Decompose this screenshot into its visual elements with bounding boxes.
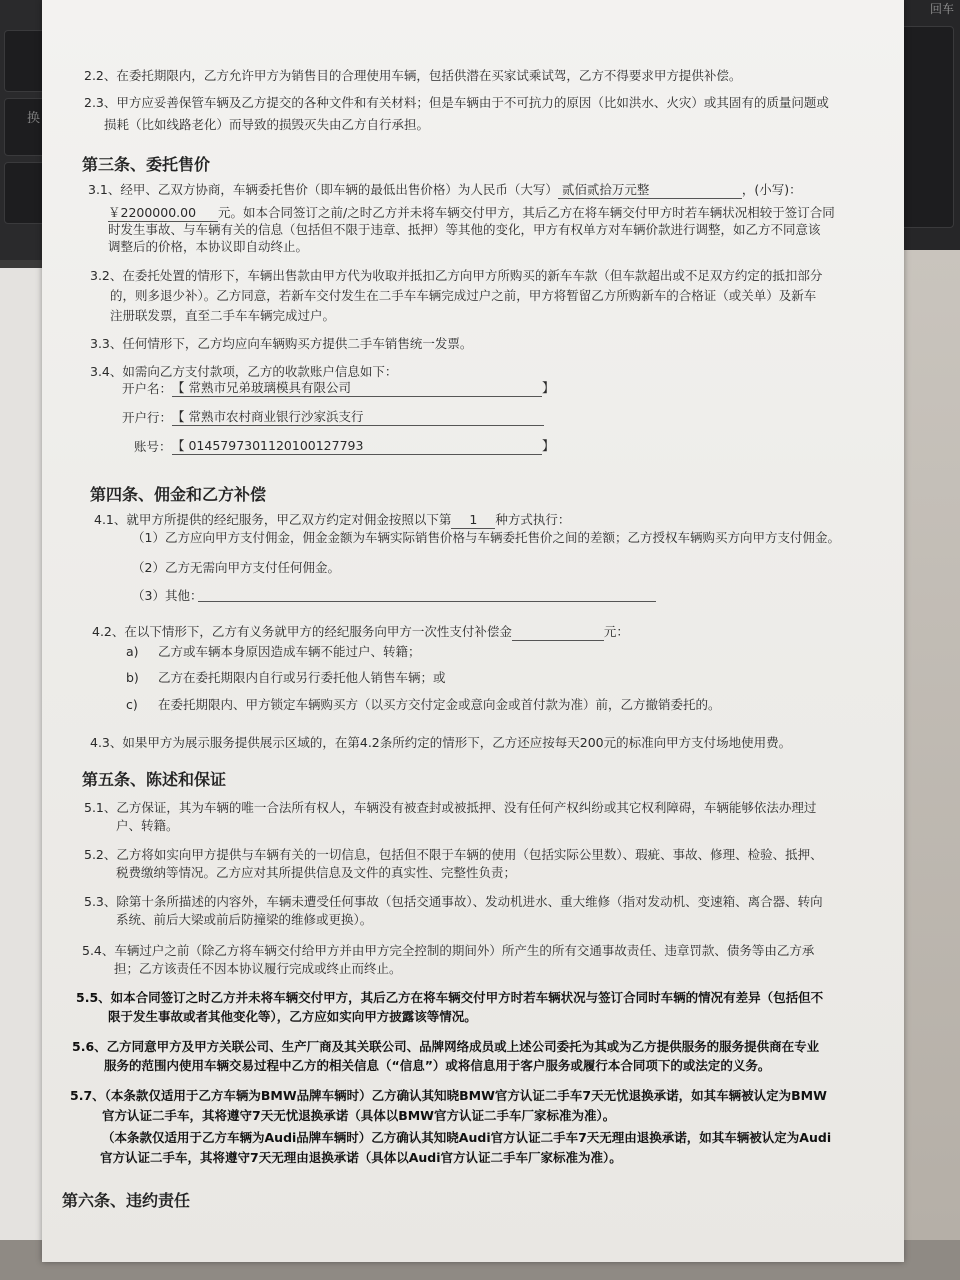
section-4-heading: 第四条、佣金和乙方补偿	[90, 485, 267, 504]
bracket-end: 】	[542, 438, 555, 453]
clause-4-2-c: 在委托期限内、甲方锁定车辆购买方（以买方交付定金或意向金或首付款为准）前，乙方撤销委托的。	[158, 697, 721, 712]
clause-3-1-line-1	[88, 182, 802, 199]
commission-option-1: （1）乙方应向甲方支付佣金，佣金金额为车辆实际销售价格与车辆委托售价之间的差额；乙方授权车辆购买方向甲方支付佣金。	[132, 530, 840, 545]
clause-3-1-line-2	[108, 205, 835, 222]
clause-4-2-c-mark: c)	[126, 697, 138, 712]
clause-5-6-line-1: 5.6、乙方同意甲方及甲方关联公司、生产厂商及其关联公司、品牌网络成员或上述公司委托为其或为乙方提供服务的服务提供商在专业	[72, 1039, 820, 1054]
account-number-field: 【 0145797301120100127793	[172, 438, 542, 455]
clause-5-5-line-1: 5.5、如本合同签订之时乙方并未将车辆交付甲方，其后乙方在将车辆交付甲方时若车辆状况与签订合同时车辆的情况有差异（包括但不	[76, 990, 824, 1005]
price-in-words-field: 贰佰贰拾万元整	[558, 182, 742, 199]
clause-4-2-a-mark: a)	[126, 644, 139, 659]
section-6-heading: 第六条、违约责任	[62, 1191, 191, 1210]
clause-4-3: 4.3、如果甲方为展示服务提供展示区域的，在第4.2条所约定的情形下，乙方还应按每天200元的标准向甲方支付场地使用费。	[90, 735, 792, 750]
section-3-heading: 第三条、委托售价	[82, 155, 211, 174]
clause-2-3-line-2: 损耗（比如线路老化）而导致的损毁灭失由乙方自行承担。	[104, 117, 430, 132]
clause-4-1-text-b: 种方式执行：	[495, 512, 571, 527]
clause-5-3-line-1: 5.3、除第十条所描述的内容外，车辆未遭受任何事故（包括交通事故）、发动机进水、重大维修（指对发动机、变速箱、离合器、转向	[84, 894, 823, 909]
clause-2-3-line-1: 2.3、甲方应妥善保管车辆及乙方提交的各种文件和有关材料；但是车辆由于不可抗力的原因（比如洪水、火灾）或其固有的质量问题或	[84, 95, 829, 110]
commission-option-field: 1	[451, 512, 495, 529]
clause-3-1-small-label: ，(小写)：	[741, 182, 802, 197]
clause-5-1-line-2: 户、转籍。	[116, 818, 179, 833]
clause-4-1-text: 4.1、就甲方所提供的经纪服务，甲乙双方约定对佣金按照以下第	[94, 512, 452, 527]
bracket-end: 】	[542, 380, 555, 395]
clause-4-1	[94, 512, 570, 529]
clause-3-1-line-4: 调整后的价格，本协议即自动终止。	[108, 239, 309, 254]
commission-other-field	[198, 588, 656, 602]
clause-3-4: 3.4、如需向乙方支付款项，乙方的收款账户信息如下：	[90, 364, 398, 379]
clause-3-1-text: 3.1、经甲、乙双方协商，车辆委托售价（即车辆的最低出售价格）为人民币（大写）	[88, 182, 558, 197]
bank-label: 开户行：	[122, 410, 173, 425]
clause-5-4-line-1: 5.4、车辆过户之前（除乙方将车辆交付给甲方并由甲方完全控制的期间外）所产生的所有交通事故责任、违章罚款、债务等由乙方承	[82, 943, 815, 958]
clause-4-2-a: 乙方或车辆本身原因造成车辆不能过户、转籍；	[158, 644, 421, 659]
clause-5-7-line-3: （本条款仅适用于乙方车辆为Audi品牌车辆时）乙方确认其知晓Audi官方认证二手车7天无理由退换承诺，如其车辆被认定为Audi	[102, 1130, 832, 1145]
clause-3-2-line-2: 的，则多退少补）。乙方同意，若新车交付发生在二手车车辆完成过户之前，甲方将暂留乙方所购新车的合格证（或关单）及新车	[110, 288, 817, 303]
commission-option-2: （2）乙方无需向甲方支付任何佣金。	[132, 560, 340, 575]
keyboard-key-label: 换	[27, 111, 41, 126]
clause-5-7-line-2: 官方认证二手车，其将遵守7天无忧退换承诺（具体以BMW官方认证二手车厂家标准为准）。	[102, 1108, 616, 1123]
clause-4-2-unit: 元：	[603, 624, 629, 639]
clause-3-1-line-3: 时发生事故、与车辆有关的信息（包括但不限于违章、抵押）等其他的变化，甲方有权单方对车辆价款进行调整，如乙方不同意该	[108, 222, 821, 237]
clause-5-2-line-1: 5.2、乙方将如实向甲方提供与车辆有关的一切信息，包括但不限于车辆的使用（包括实际公里数）、瑕疵、事故、修理、检验、抵押、	[84, 847, 823, 862]
clause-5-5-line-2: 限于发生事故或者其他变化等），乙方应如实向甲方披露该等情况。	[108, 1009, 477, 1024]
clause-5-7-line-1: 5.7、（本条款仅适用于乙方车辆为BMW品牌车辆时）乙方确认其知晓BMW官方认证二手车7天无忧退换承诺，如其车辆被认定为BMW	[70, 1088, 827, 1103]
contract-page	[42, 0, 904, 1262]
clause-4-2-b: 乙方在委托期限内自行或另行委托他人销售车辆；或	[158, 670, 446, 685]
clause-5-6-line-2: 服务的范围内使用车辆交易过程中乙方的相关信息（“信息”）或将信息用于客户服务或履行本合同项下的或法定的义务。	[104, 1058, 771, 1073]
clause-5-1-line-1: 5.1、乙方保证，其为车辆的唯一合法所有权人，车辆没有被查封或被抵押、没有任何产权纠纷或其它权利障碍，车辆能够依法办理过	[84, 800, 817, 815]
clause-4-2-text: 4.2、在以下情形下，乙方有义务就甲方的经纪服务向甲方一次性支付补偿金	[92, 624, 512, 639]
clause-4-2-b-mark: b)	[126, 670, 139, 685]
clause-5-4-line-2: 担；乙方该责任不因本协议履行完成或终止而终止。	[114, 961, 402, 976]
commission-option-3-label: （3）其他：	[132, 588, 203, 603]
account-name-field: 【 常熟市兄弟玻璃模具有限公司	[172, 380, 542, 397]
clause-3-2-line-3: 注册联发票，直至二手车车辆完成过户。	[110, 308, 336, 323]
keyboard-enter-label: 回车	[929, 2, 954, 16]
clause-3-2-line-1: 3.2、在委托处置的情形下，车辆出售款由甲方代为收取并抵扣乙方向甲方所购买的新车车款（但车款超出或不足双方约定的抵扣部分	[90, 268, 823, 283]
clause-5-3-line-2: 系统、前后大梁或前后防撞梁的维修或更换）。	[116, 912, 373, 927]
clause-3-1-text-b: 元。如本合同签订之前/之时乙方并未将车辆交付甲方，其后乙方在将车辆交付甲方时若车辆状况相较于签订合同	[218, 205, 835, 220]
account-name-label: 开户名：	[122, 381, 173, 396]
clause-5-2-line-2: 税费缴纳等情况。乙方应对其所提供信息及文件的真实性、完整性负责；	[116, 865, 517, 880]
clause-3-3: 3.3、任何情形下，乙方均应向车辆购买方提供二手车销售统一发票。	[90, 336, 473, 351]
clause-2-2: 2.2、在委托期限内，乙方允许甲方为销售目的合理使用车辆，包括供潜在买家试乘试驾，乙方不得要求甲方提供补偿。	[84, 68, 742, 83]
price-in-figures-field: ￥2200000.00	[108, 205, 218, 222]
section-5-heading: 第五条、陈述和保证	[82, 770, 227, 789]
clause-4-2	[92, 624, 629, 641]
account-number-label: 账号：	[134, 439, 172, 454]
clause-5-7-line-4: 官方认证二手车，其将遵守7天无理由退换承诺（具体以Audi官方认证二手车厂家标准为准）。	[100, 1150, 622, 1165]
bank-field: 【 常熟市农村商业银行沙家浜支行	[172, 409, 544, 426]
